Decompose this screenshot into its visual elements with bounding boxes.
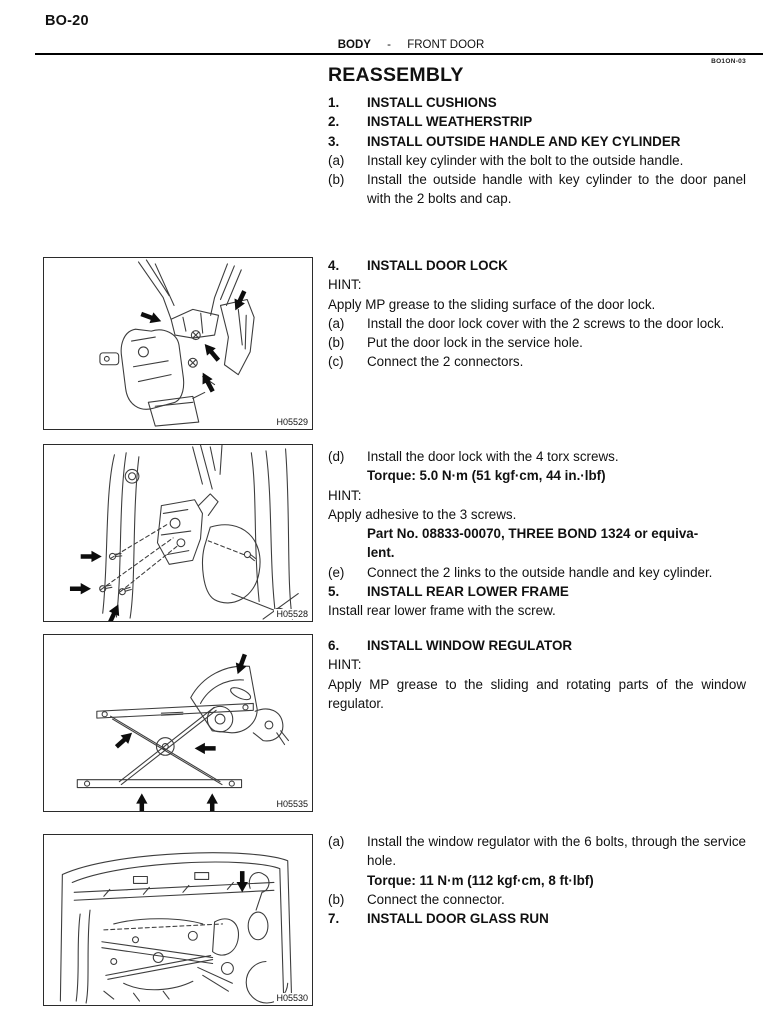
body-text: HINT: — [328, 487, 362, 503]
procedure-substep — [328, 890, 746, 909]
substep-letter: (a) — [328, 152, 345, 168]
window-regulator-line-drawing — [44, 635, 312, 811]
procedure-step — [328, 636, 746, 655]
step-label: INSTALL WINDOW REGULATOR — [367, 638, 573, 653]
substep-letter: (c) — [328, 354, 344, 370]
page-title: REASSEMBLY — [328, 64, 464, 86]
procedure-substep — [328, 832, 746, 890]
substep-letter: (b) — [328, 891, 345, 907]
door-lock-line-drawing — [44, 258, 312, 429]
header-rule — [35, 53, 763, 55]
breadcrumb-separator: - — [387, 39, 391, 51]
substep-text: Connect the connector. — [367, 891, 505, 907]
torx-screws-block — [328, 447, 746, 621]
substep-letter: (a) — [328, 315, 345, 331]
procedure-substep — [328, 151, 746, 170]
regulator-bolts-block — [328, 832, 746, 928]
substep-text: Install the window regulator with the 6 bolts, through the service hole. Torque: 11 N·m (112 kgf·cm, 8 ft·lbf) — [367, 832, 746, 890]
procedure-step — [328, 909, 746, 928]
substep-text: Install the door lock with the 4 torx screws. Torque: 5.0 N·m (51 kgf·cm, 44 in.·lbf) — [367, 447, 746, 486]
figure-regulator-installed — [43, 834, 313, 1006]
torque-spec: Torque: 5.0 N·m (51 kgf·cm, 44 in.·lbf) — [367, 468, 606, 484]
substep-text: Connect the 2 links to the outside handle and key cylinder. — [367, 564, 713, 580]
door-panel-regulator-line-drawing — [44, 835, 312, 1005]
procedure-step — [328, 112, 746, 131]
breadcrumb-subsection: FRONT DOOR — [407, 39, 485, 51]
step-number: 5. — [328, 584, 340, 600]
step-label: INSTALL CUSHIONS — [367, 95, 497, 110]
substep-text: Install key cylinder with the bolt to the outside handle. — [367, 152, 684, 168]
substep-letter: (d) — [328, 449, 345, 464]
body-text: HINT: — [328, 657, 362, 673]
procedure-substep — [328, 352, 746, 371]
substep-letter: (a) — [328, 834, 345, 849]
note-line: Part No. 08833-00070, THREE BOND 1324 or equiva- — [367, 526, 699, 542]
figure-label: H05528 — [276, 609, 308, 619]
substep-text: Install the door lock cover with the 2 screws to the door lock. — [367, 315, 725, 331]
procedure-substep — [328, 563, 746, 582]
door-panel-lock-line-drawing — [44, 445, 312, 621]
procedure-step — [328, 256, 746, 275]
substep-letter: (e) — [328, 564, 345, 580]
body-text: Apply MP grease to the sliding and rotating parts of the window regulator. — [328, 676, 746, 711]
install-window-regulator-block — [328, 636, 746, 713]
step-number: 4. — [328, 258, 340, 273]
page-number: BO-20 — [45, 13, 89, 29]
figure-window-regulator — [43, 634, 313, 812]
part-number-note — [367, 524, 746, 563]
step-label: INSTALL DOOR LOCK — [367, 258, 508, 273]
procedure-step — [328, 582, 746, 601]
substep-text: Install the outside handle with key cylinder to the door panel with the 2 bolts and cap. — [367, 172, 746, 207]
figure-door-lock-screws — [43, 444, 313, 622]
body-text: HINT: — [328, 277, 362, 293]
body-text: Apply MP grease to the sliding surface of the door lock. — [328, 296, 656, 312]
substep-letter: (b) — [328, 172, 345, 188]
step-number: 1. — [328, 95, 340, 110]
procedure-step — [328, 93, 746, 112]
breadcrumb-section: BODY — [337, 39, 371, 51]
step-label: INSTALL WEATHERSTRIP — [367, 114, 533, 130]
doc-code: BO1ON-03 — [711, 58, 746, 65]
breadcrumb — [55, 39, 767, 51]
step-label: INSTALL OUTSIDE HANDLE AND KEY CYLINDER — [367, 133, 681, 149]
procedure-substep — [328, 170, 746, 209]
figure-label: H05530 — [276, 993, 308, 1003]
substep-letter: (b) — [328, 335, 345, 351]
body-text: Install rear lower frame with the screw. — [328, 603, 556, 619]
step-number: 7. — [328, 911, 340, 927]
procedure-substep — [328, 314, 746, 333]
procedure-substep — [328, 333, 746, 352]
figure-door-lock-assembly — [43, 257, 313, 430]
step-label: INSTALL DOOR GLASS RUN — [367, 911, 549, 927]
figure-label: H05529 — [276, 417, 308, 427]
step-number: 3. — [328, 133, 340, 149]
procedure-substep — [328, 447, 746, 486]
step-number: 6. — [328, 638, 340, 653]
install-door-lock-block — [328, 256, 746, 372]
figure-label: H05535 — [276, 799, 308, 809]
note-line: lent. — [367, 545, 395, 561]
procedure-step — [328, 132, 746, 151]
step-number: 2. — [328, 114, 340, 130]
substep-text: Connect the 2 connectors. — [367, 354, 524, 370]
torque-spec: Torque: 11 N·m (112 kgf·cm, 8 ft·lbf) — [367, 872, 594, 888]
step-label: INSTALL REAR LOWER FRAME — [367, 584, 569, 600]
reassembly-intro-block — [328, 64, 746, 209]
substep-text: Put the door lock in the service hole. — [367, 335, 583, 351]
body-text: Apply adhesive to the 3 screws. — [328, 506, 517, 522]
